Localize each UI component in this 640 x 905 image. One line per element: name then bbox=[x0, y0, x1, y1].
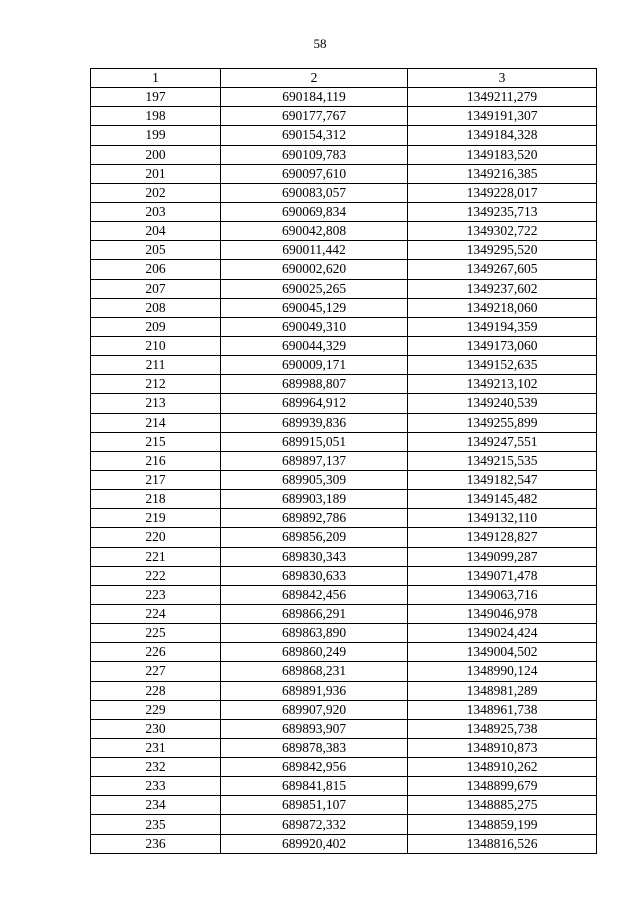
x-coordinate-cell: 690011,442 bbox=[221, 241, 408, 260]
table-row bbox=[91, 164, 597, 183]
table-row bbox=[91, 834, 597, 853]
x-coordinate-cell: 690083,057 bbox=[221, 183, 408, 202]
x-coordinate-cell: 689892,786 bbox=[221, 509, 408, 528]
table-row bbox=[91, 585, 597, 604]
point-number-cell: 232 bbox=[91, 758, 221, 777]
table-body bbox=[91, 88, 597, 854]
table-row bbox=[91, 758, 597, 777]
table-row bbox=[91, 566, 597, 585]
table-row bbox=[91, 241, 597, 260]
x-coordinate-cell: 690042,808 bbox=[221, 222, 408, 241]
y-coordinate-cell: 1348981,289 bbox=[408, 681, 597, 700]
point-number-cell: 209 bbox=[91, 317, 221, 336]
y-coordinate-cell: 1349218,060 bbox=[408, 298, 597, 317]
table-row bbox=[91, 643, 597, 662]
table-row bbox=[91, 356, 597, 375]
y-coordinate-cell: 1349184,328 bbox=[408, 126, 597, 145]
point-number-cell: 212 bbox=[91, 375, 221, 394]
y-coordinate-cell: 1348859,199 bbox=[408, 815, 597, 834]
point-number-cell: 198 bbox=[91, 107, 221, 126]
table-row bbox=[91, 624, 597, 643]
y-coordinate-cell: 1349173,060 bbox=[408, 336, 597, 355]
y-coordinate-cell: 1349295,520 bbox=[408, 241, 597, 260]
point-number-cell: 197 bbox=[91, 88, 221, 107]
table-row bbox=[91, 777, 597, 796]
y-coordinate-cell: 1349004,502 bbox=[408, 643, 597, 662]
x-coordinate-cell: 689920,402 bbox=[221, 834, 408, 853]
point-number-cell: 227 bbox=[91, 662, 221, 681]
x-coordinate-cell: 689851,107 bbox=[221, 796, 408, 815]
table-row bbox=[91, 490, 597, 509]
y-coordinate-cell: 1349228,017 bbox=[408, 183, 597, 202]
column-header-3: 3 bbox=[408, 69, 597, 88]
table-row bbox=[91, 470, 597, 489]
y-coordinate-cell: 1349211,279 bbox=[408, 88, 597, 107]
point-number-cell: 210 bbox=[91, 336, 221, 355]
point-number-cell: 207 bbox=[91, 279, 221, 298]
x-coordinate-cell: 689866,291 bbox=[221, 604, 408, 623]
point-number-cell: 208 bbox=[91, 298, 221, 317]
table-row bbox=[91, 413, 597, 432]
point-number-cell: 229 bbox=[91, 700, 221, 719]
point-number-cell: 216 bbox=[91, 451, 221, 470]
table-row bbox=[91, 815, 597, 834]
page-number: 58 bbox=[313, 36, 327, 51]
y-coordinate-cell: 1349194,359 bbox=[408, 317, 597, 336]
y-coordinate-cell: 1349247,551 bbox=[408, 432, 597, 451]
table-row bbox=[91, 317, 597, 336]
x-coordinate-cell: 690049,310 bbox=[221, 317, 408, 336]
x-coordinate-cell: 689878,383 bbox=[221, 738, 408, 757]
point-number-cell: 224 bbox=[91, 604, 221, 623]
y-coordinate-cell: 1348961,738 bbox=[408, 700, 597, 719]
point-number-cell: 217 bbox=[91, 470, 221, 489]
x-coordinate-cell: 689907,920 bbox=[221, 700, 408, 719]
table-row bbox=[91, 700, 597, 719]
y-coordinate-cell: 1349191,307 bbox=[408, 107, 597, 126]
point-number-cell: 220 bbox=[91, 528, 221, 547]
x-coordinate-cell: 690154,312 bbox=[221, 126, 408, 145]
point-number-cell: 219 bbox=[91, 509, 221, 528]
point-number-cell: 218 bbox=[91, 490, 221, 509]
y-coordinate-cell: 1349024,424 bbox=[408, 624, 597, 643]
coordinates-table bbox=[90, 68, 597, 854]
y-coordinate-cell: 1349215,535 bbox=[408, 451, 597, 470]
x-coordinate-cell: 690044,329 bbox=[221, 336, 408, 355]
x-coordinate-cell: 690097,610 bbox=[221, 164, 408, 183]
x-coordinate-cell: 689863,890 bbox=[221, 624, 408, 643]
table-row bbox=[91, 222, 597, 241]
table-row bbox=[91, 375, 597, 394]
table-header bbox=[91, 69, 597, 88]
point-number-cell: 233 bbox=[91, 777, 221, 796]
x-coordinate-cell: 689872,332 bbox=[221, 815, 408, 834]
y-coordinate-cell: 1349255,899 bbox=[408, 413, 597, 432]
point-number-cell: 206 bbox=[91, 260, 221, 279]
point-number-cell: 213 bbox=[91, 394, 221, 413]
point-number-cell: 225 bbox=[91, 624, 221, 643]
x-coordinate-cell: 689868,231 bbox=[221, 662, 408, 681]
y-coordinate-cell: 1348910,873 bbox=[408, 738, 597, 757]
y-coordinate-cell: 1349099,287 bbox=[408, 547, 597, 566]
point-number-cell: 214 bbox=[91, 413, 221, 432]
x-coordinate-cell: 689903,189 bbox=[221, 490, 408, 509]
table-row bbox=[91, 796, 597, 815]
point-number-cell: 204 bbox=[91, 222, 221, 241]
y-coordinate-cell: 1349132,110 bbox=[408, 509, 597, 528]
y-coordinate-cell: 1348990,124 bbox=[408, 662, 597, 681]
y-coordinate-cell: 1349046,978 bbox=[408, 604, 597, 623]
point-number-cell: 205 bbox=[91, 241, 221, 260]
y-coordinate-cell: 1349183,520 bbox=[408, 145, 597, 164]
table-row bbox=[91, 432, 597, 451]
x-coordinate-cell: 690009,171 bbox=[221, 356, 408, 375]
y-coordinate-cell: 1349152,635 bbox=[408, 356, 597, 375]
point-number-cell: 228 bbox=[91, 681, 221, 700]
point-number-cell: 201 bbox=[91, 164, 221, 183]
point-number-cell: 199 bbox=[91, 126, 221, 145]
point-number-cell: 234 bbox=[91, 796, 221, 815]
x-coordinate-cell: 689860,249 bbox=[221, 643, 408, 662]
x-coordinate-cell: 689830,343 bbox=[221, 547, 408, 566]
x-coordinate-cell: 689842,456 bbox=[221, 585, 408, 604]
table-row bbox=[91, 719, 597, 738]
point-number-cell: 221 bbox=[91, 547, 221, 566]
table-row bbox=[91, 260, 597, 279]
y-coordinate-cell: 1349216,385 bbox=[408, 164, 597, 183]
y-coordinate-cell: 1349302,722 bbox=[408, 222, 597, 241]
point-number-cell: 231 bbox=[91, 738, 221, 757]
x-coordinate-cell: 690177,767 bbox=[221, 107, 408, 126]
point-number-cell: 202 bbox=[91, 183, 221, 202]
x-coordinate-cell: 689897,137 bbox=[221, 451, 408, 470]
table-row bbox=[91, 183, 597, 202]
x-coordinate-cell: 690109,783 bbox=[221, 145, 408, 164]
table-row bbox=[91, 394, 597, 413]
table-row bbox=[91, 451, 597, 470]
y-coordinate-cell: 1348816,526 bbox=[408, 834, 597, 853]
y-coordinate-cell: 1348925,738 bbox=[408, 719, 597, 738]
point-number-cell: 236 bbox=[91, 834, 221, 853]
table-row bbox=[91, 145, 597, 164]
y-coordinate-cell: 1349063,716 bbox=[408, 585, 597, 604]
table-row bbox=[91, 298, 597, 317]
column-header-1: 1 bbox=[91, 69, 221, 88]
x-coordinate-cell: 690045,129 bbox=[221, 298, 408, 317]
x-coordinate-cell: 689915,051 bbox=[221, 432, 408, 451]
column-header-2: 2 bbox=[221, 69, 408, 88]
table-row bbox=[91, 336, 597, 355]
x-coordinate-cell: 689905,309 bbox=[221, 470, 408, 489]
point-number-cell: 222 bbox=[91, 566, 221, 585]
y-coordinate-cell: 1349237,602 bbox=[408, 279, 597, 298]
x-coordinate-cell: 689891,936 bbox=[221, 681, 408, 700]
table-row bbox=[91, 88, 597, 107]
table-row bbox=[91, 279, 597, 298]
x-coordinate-cell: 689988,807 bbox=[221, 375, 408, 394]
y-coordinate-cell: 1349071,478 bbox=[408, 566, 597, 585]
table-row bbox=[91, 604, 597, 623]
y-coordinate-cell: 1349213,102 bbox=[408, 375, 597, 394]
table-row bbox=[91, 107, 597, 126]
header-row bbox=[91, 69, 597, 88]
point-number-cell: 235 bbox=[91, 815, 221, 834]
point-number-cell: 230 bbox=[91, 719, 221, 738]
x-coordinate-cell: 689856,209 bbox=[221, 528, 408, 547]
y-coordinate-cell: 1349235,713 bbox=[408, 202, 597, 221]
table-row bbox=[91, 202, 597, 221]
point-number-cell: 203 bbox=[91, 202, 221, 221]
table-row bbox=[91, 547, 597, 566]
y-coordinate-cell: 1349267,605 bbox=[408, 260, 597, 279]
x-coordinate-cell: 690025,265 bbox=[221, 279, 408, 298]
y-coordinate-cell: 1349145,482 bbox=[408, 490, 597, 509]
x-coordinate-cell: 689830,633 bbox=[221, 566, 408, 585]
x-coordinate-cell: 689939,836 bbox=[221, 413, 408, 432]
x-coordinate-cell: 690184,119 bbox=[221, 88, 408, 107]
y-coordinate-cell: 1348899,679 bbox=[408, 777, 597, 796]
x-coordinate-cell: 689841,815 bbox=[221, 777, 408, 796]
point-number-cell: 211 bbox=[91, 356, 221, 375]
table-row bbox=[91, 509, 597, 528]
point-number-cell: 215 bbox=[91, 432, 221, 451]
table-row bbox=[91, 662, 597, 681]
x-coordinate-cell: 690002,620 bbox=[221, 260, 408, 279]
x-coordinate-cell: 689893,907 bbox=[221, 719, 408, 738]
table-row bbox=[91, 126, 597, 145]
y-coordinate-cell: 1349182,547 bbox=[408, 470, 597, 489]
y-coordinate-cell: 1348910,262 bbox=[408, 758, 597, 777]
y-coordinate-cell: 1348885,275 bbox=[408, 796, 597, 815]
x-coordinate-cell: 690069,834 bbox=[221, 202, 408, 221]
table-row bbox=[91, 738, 597, 757]
point-number-cell: 223 bbox=[91, 585, 221, 604]
x-coordinate-cell: 689964,912 bbox=[221, 394, 408, 413]
y-coordinate-cell: 1349240,539 bbox=[408, 394, 597, 413]
table-row bbox=[91, 528, 597, 547]
table-row bbox=[91, 681, 597, 700]
x-coordinate-cell: 689842,956 bbox=[221, 758, 408, 777]
point-number-cell: 226 bbox=[91, 643, 221, 662]
point-number-cell: 200 bbox=[91, 145, 221, 164]
y-coordinate-cell: 1349128,827 bbox=[408, 528, 597, 547]
